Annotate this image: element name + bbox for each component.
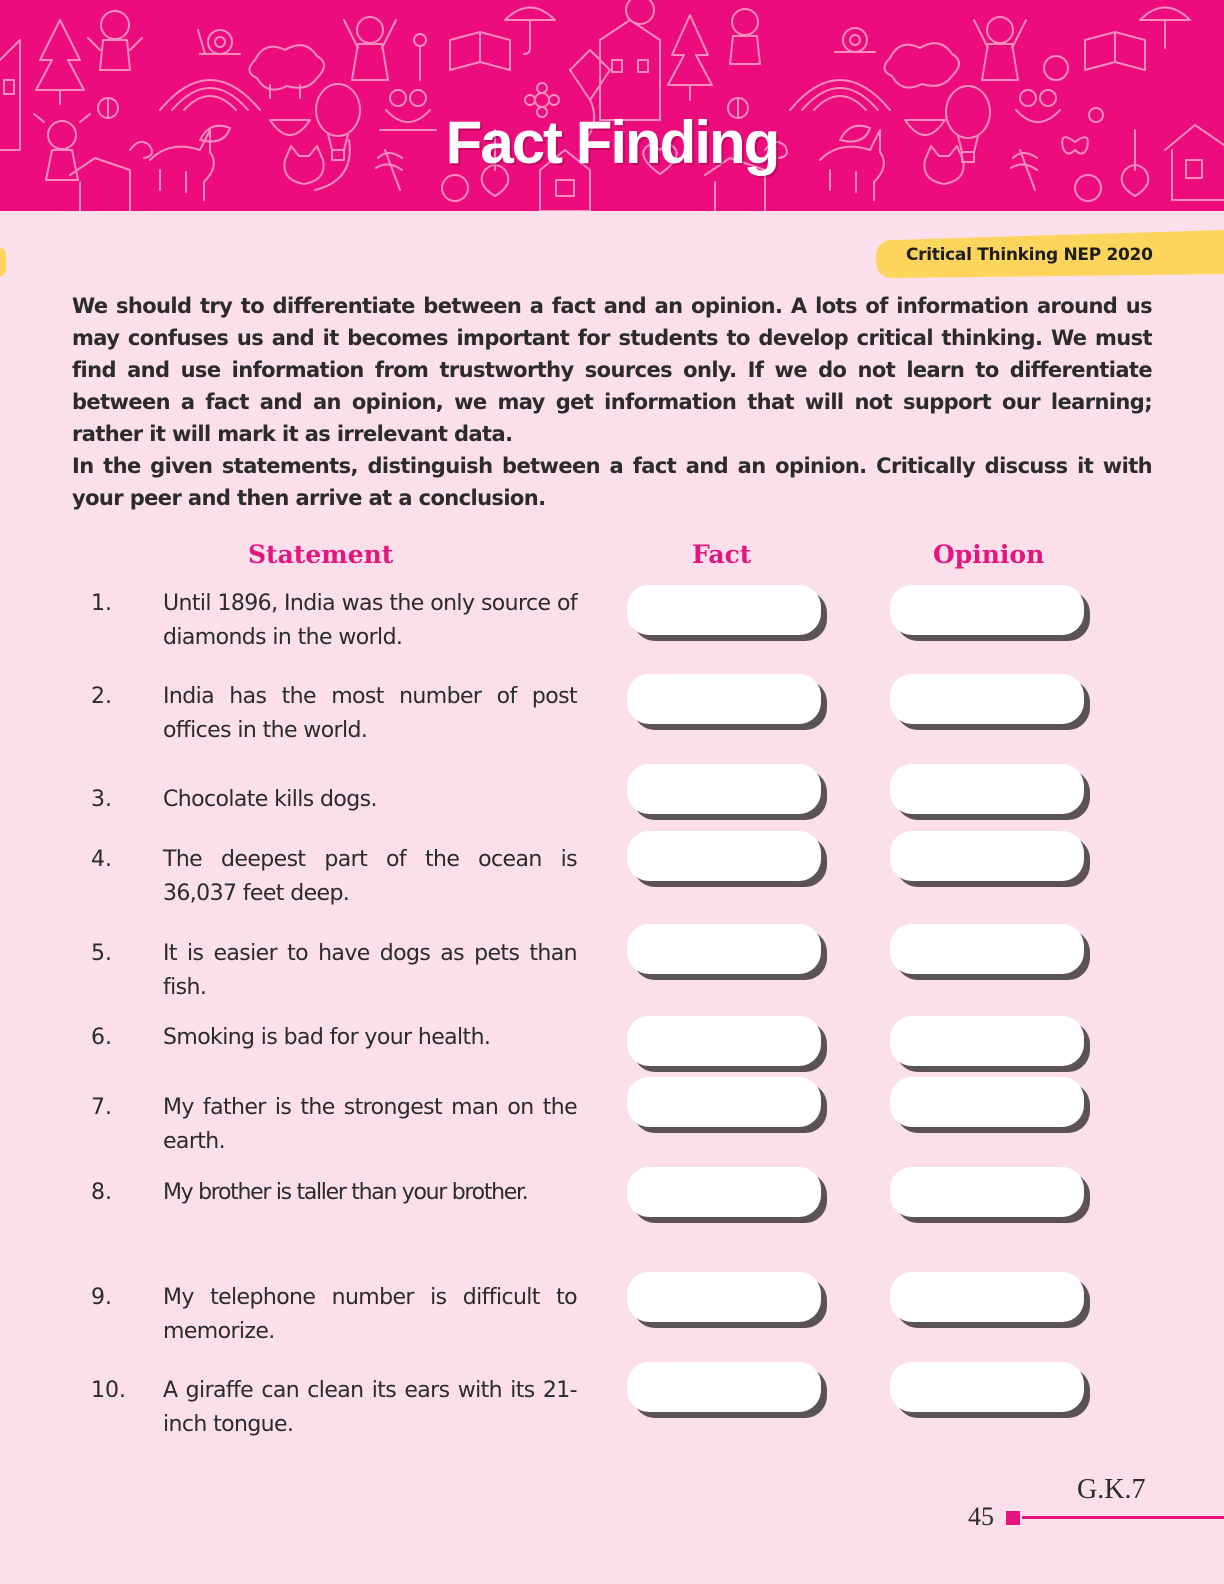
opinion-answer-box[interactable] [890, 674, 1084, 724]
row-number: 7. [91, 1095, 112, 1120]
row-statement: A giraffe can clean its ears with its 21-inch tongue. [163, 1378, 577, 1437]
row-statement: Chocolate kills dogs. [163, 787, 377, 812]
row-number: 8. [91, 1180, 112, 1205]
fact-answer-box[interactable] [627, 764, 821, 814]
page-title: Fact Finding [445, 109, 779, 176]
footer-square-marker [1006, 1511, 1020, 1525]
row-number: 5. [91, 941, 112, 966]
footer-rule [1022, 1516, 1224, 1519]
row-statement: Smoking is bad for your health. [163, 1025, 491, 1050]
opinion-answer-box[interactable] [890, 1167, 1084, 1217]
row-statement: My brother is taller than your brother. [163, 1180, 528, 1205]
section-tag [876, 230, 1224, 278]
opinion-answer-box[interactable] [890, 1362, 1084, 1412]
intro-text [72, 290, 1152, 514]
row-statement: It is easier to have dogs as pets than fish. [163, 941, 577, 1000]
header-opinion: Opinion [933, 540, 1045, 569]
doodle-pattern [0, 0, 1224, 211]
opinion-answer-box[interactable] [890, 831, 1084, 881]
book-label: G.K.7 [1077, 1474, 1146, 1505]
row-statement: My father is the strongest man on the earth. [163, 1095, 577, 1154]
row-number: 4. [91, 847, 112, 872]
fact-answer-box[interactable] [627, 1272, 821, 1322]
row-statement: The deepest part of the ocean is 36,037 feet deep. [163, 847, 577, 906]
row-number: 10. [91, 1378, 126, 1403]
row-statement: India has the most number of post offices in the world. [163, 684, 577, 743]
header-banner [0, 0, 1224, 211]
opinion-answer-box[interactable] [890, 1016, 1084, 1066]
row-number: 9. [91, 1285, 112, 1310]
fact-answer-box[interactable] [627, 585, 821, 635]
intro-paragraph-1: We should try to differentiate between a fact and an opinion. A lots of information around us may confuses us and it becomes important for students to develop critical thinking. We must find and use information from trustworthy sources only. If we do not learn to differentiate between a fact and an opinion, we may get information that will not support our learning; rather it will mark it as irrelevant data. [72, 294, 1152, 446]
row-number: 3. [91, 787, 112, 812]
row-statement: Until 1896, India was the only source of diamonds in the world. [163, 591, 577, 650]
row-number: 2. [91, 684, 112, 709]
opinion-answer-box[interactable] [890, 585, 1084, 635]
fact-answer-box[interactable] [627, 1362, 821, 1412]
opinion-answer-box[interactable] [890, 1272, 1084, 1322]
fact-answer-box[interactable] [627, 1016, 821, 1066]
row-statement: My telephone number is difficult to memorize. [163, 1285, 577, 1344]
fact-answer-box[interactable] [627, 924, 821, 974]
header-fact: Fact [692, 540, 752, 569]
fact-answer-box[interactable] [627, 1077, 821, 1127]
opinion-answer-box[interactable] [890, 1077, 1084, 1127]
fact-answer-box[interactable] [627, 1167, 821, 1217]
fact-answer-box[interactable] [627, 831, 821, 881]
left-edge-tab [0, 247, 6, 277]
page-number: 45 [968, 1502, 994, 1531]
row-number: 1. [91, 591, 112, 616]
intro-paragraph-2: In the given statements, distinguish between a fact and an opinion. Critically discuss it with your peer and then arrive at a conclusion. [72, 454, 1152, 510]
row-number: 6. [91, 1025, 112, 1050]
header-statement: Statement [248, 540, 394, 569]
opinion-answer-box[interactable] [890, 924, 1084, 974]
opinion-answer-box[interactable] [890, 764, 1084, 814]
tag-label: Critical Thinking NEP 2020 [906, 245, 1153, 265]
fact-answer-box[interactable] [627, 674, 821, 724]
